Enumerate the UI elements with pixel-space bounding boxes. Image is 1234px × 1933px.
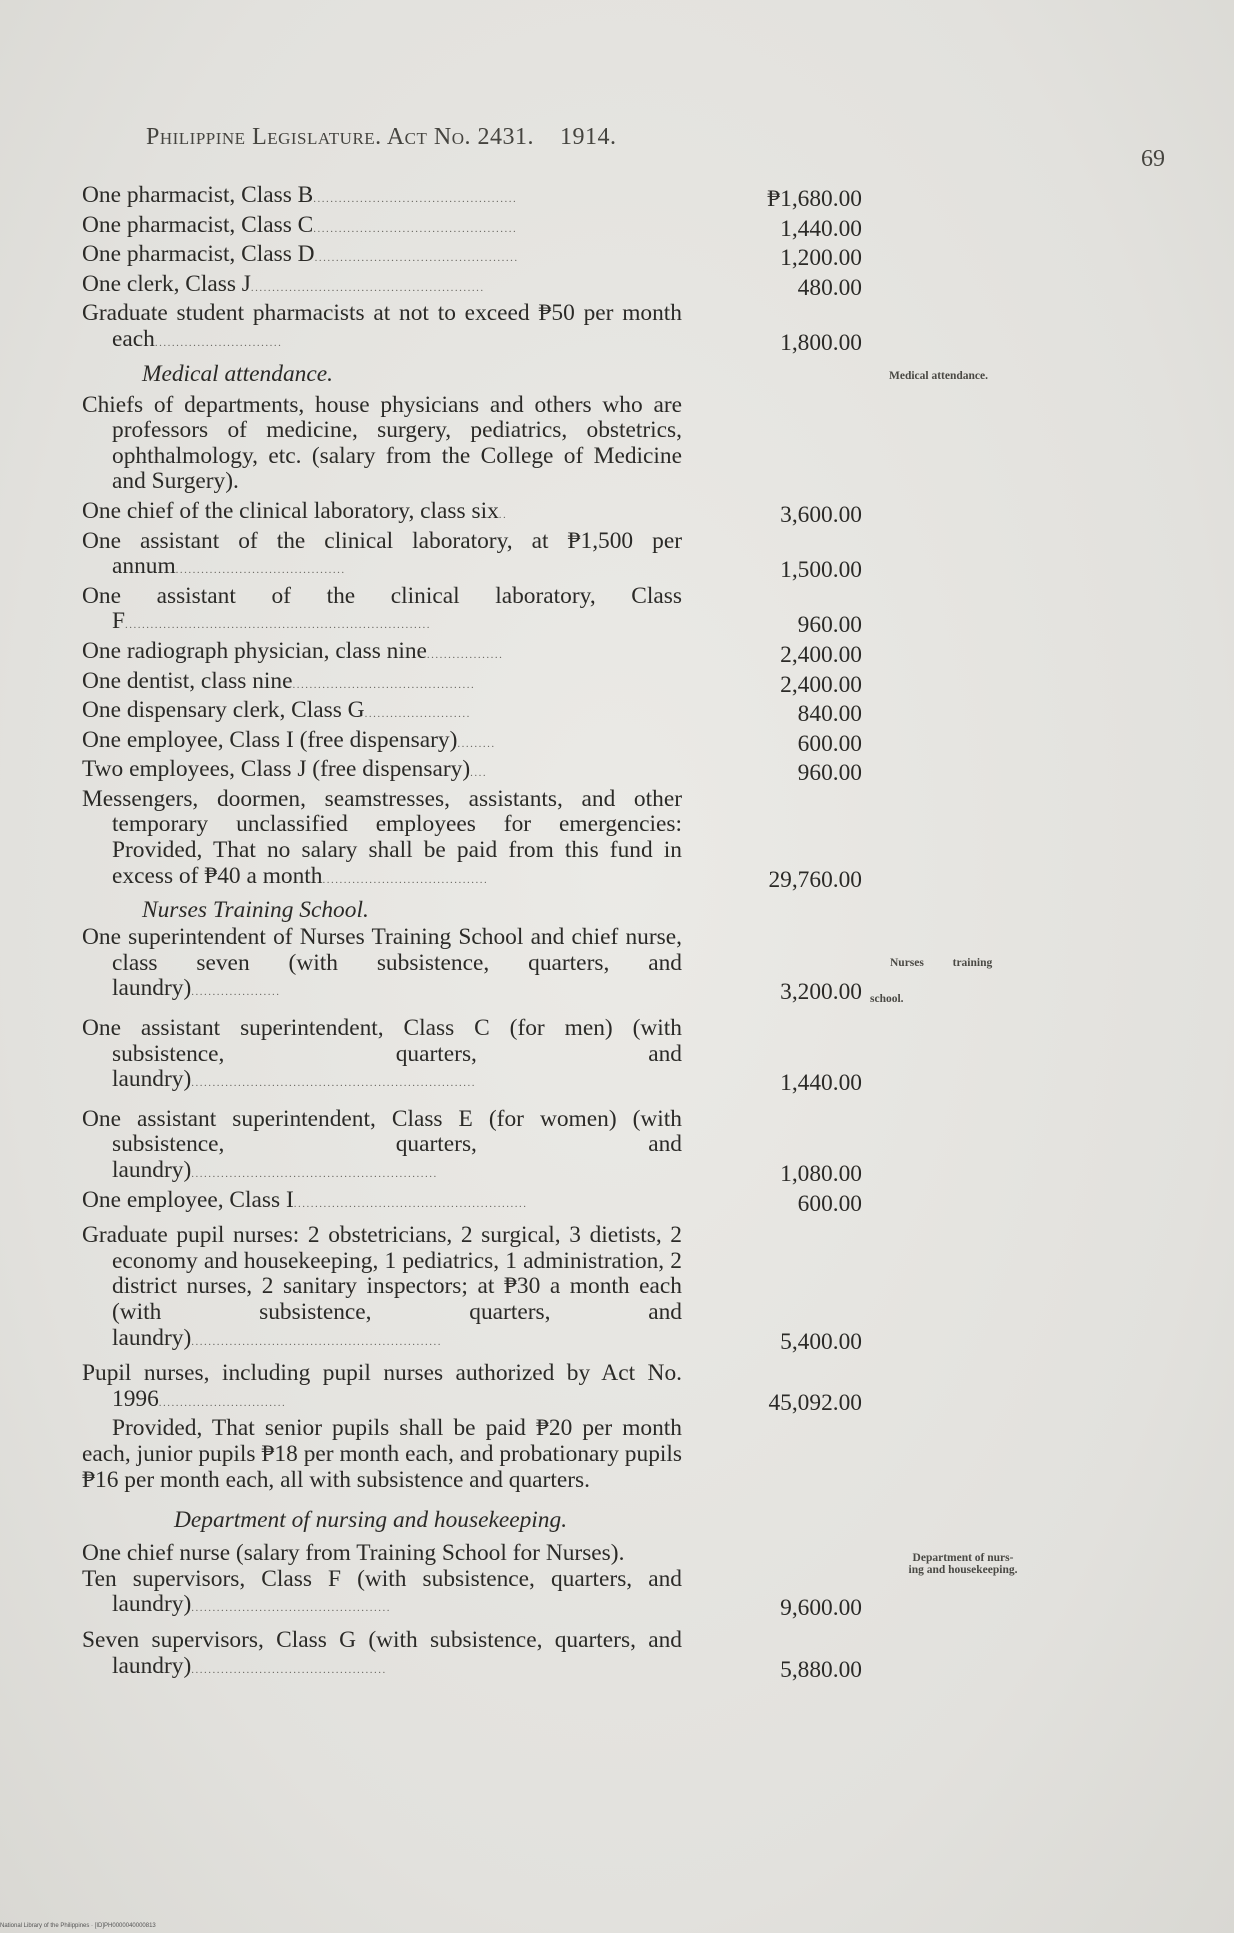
entry-description: One superintendent of Nurses Training School and chief nurse, class seven (with subsistence, quarters, and laundry) xyxy=(82,924,682,1002)
dot-leader: ..................... xyxy=(191,986,281,999)
section-heading-nurses: Nurses Training School. xyxy=(142,897,369,924)
entry-description: One dispensary clerk, Class G xyxy=(82,697,365,724)
dot-leader: ....................................................... xyxy=(250,281,485,294)
list-item xyxy=(82,669,862,699)
appropriation-list xyxy=(82,183,862,1683)
entry-description: One pharmacist, Class D xyxy=(82,241,315,268)
entry-description: One radiograph physician, class nine xyxy=(82,637,427,664)
dot-leader: ......... xyxy=(457,737,496,750)
list-item xyxy=(82,1541,862,1567)
dot-leader: ........................................................................ xyxy=(125,619,432,632)
entry-amount: 1,200.00 xyxy=(780,245,862,272)
entry-amount: 1,440.00 xyxy=(780,215,862,242)
dot-leader: ........................................... xyxy=(292,678,476,691)
dot-leader: .... xyxy=(470,767,488,780)
dot-leader: ....................................... xyxy=(322,873,489,886)
list-item xyxy=(82,529,862,584)
entry-description: Seven supervisors, Class G (with subsistence, quarters, and laundry) xyxy=(82,1626,682,1679)
entry-amount: 960.00 xyxy=(797,760,862,787)
entry-description: One employee, Class I (free dispensary) xyxy=(82,726,458,753)
entry-amount: 5,880.00 xyxy=(780,1656,862,1683)
section-heading-medical: Medical attendance. xyxy=(142,360,333,387)
dot-leader: ................................................ xyxy=(313,193,518,205)
entry-description: One chief nurse (salary from Training School for Nurses). xyxy=(82,1540,625,1567)
entry-description: One pharmacist, Class B xyxy=(82,182,314,208)
entry-description: Ten supervisors, Class F (with subsistence, quarters, and laundry) xyxy=(82,1565,682,1618)
dot-leader: .............................. xyxy=(158,1396,287,1409)
entry-amount: 2,400.00 xyxy=(780,641,862,668)
dot-leader: ................................................ xyxy=(314,252,519,265)
list-item xyxy=(82,639,862,669)
entry-description: One pharmacist, Class C xyxy=(82,211,314,238)
entry-description: One assistant of the clinical laboratory, Class F xyxy=(82,582,682,635)
entry-amount: 1,080.00 xyxy=(780,1161,862,1187)
list-item xyxy=(82,1016,862,1097)
list-item xyxy=(82,1628,862,1683)
dot-leader: ............................................... xyxy=(191,1602,391,1615)
entry-amount: 3,600.00 xyxy=(780,501,862,528)
entry-description: Pupil nurses, including pupil nurses authorized by Act No. 1996 xyxy=(82,1360,682,1412)
entry-amount: 1,800.00 xyxy=(780,329,862,356)
entry-description: Messengers, doormen, seamstresses, assistants, and other temporary unclassified employees for emergencies: Provided, That no salary shall be paid from this fund in excess of ₱40 a month xyxy=(82,785,682,889)
entry-amount: 2,400.00 xyxy=(780,671,862,698)
proviso-paragraph: Provided, That senior pupils shall be paid ₱20 per month each, junior pupils ₱18 per month each, and probationary pupils ₱16 per month each, all with subsistence and quarters. xyxy=(82,1415,682,1493)
page-number: 69 xyxy=(1141,146,1165,172)
entry-description: Chiefs of departments, house physicians and others who are professors of medicine, surgery, pediatrics, obstetrics, ophthalmology, etc. (salary from the College of Medicine and Surgery). xyxy=(82,391,682,495)
entry-amount: 9,600.00 xyxy=(780,1595,862,1622)
dot-leader: .. xyxy=(498,508,508,521)
section-heading-department: Department of nursing and housekeeping. xyxy=(174,1507,568,1534)
entry-amount: 5,400.00 xyxy=(780,1328,862,1355)
margin-note-department: Department of nurs- ing and housekeeping. xyxy=(908,1552,1018,1576)
entry-amount: 1,440.00 xyxy=(780,1070,862,1097)
list-item xyxy=(82,242,862,272)
list-item xyxy=(82,1107,862,1188)
list-item xyxy=(82,1361,862,1416)
list-item xyxy=(82,1567,862,1622)
list-item xyxy=(82,787,862,893)
entry-description: One assistant of the clinical laboratory, at ₱1,500 per annum xyxy=(82,527,682,580)
list-item xyxy=(82,183,862,213)
list-item xyxy=(82,1223,862,1355)
entry-description: One clerk, Class J xyxy=(82,270,251,297)
dot-leader: .................. xyxy=(426,648,504,661)
dot-leader: .............................. xyxy=(154,336,283,349)
dot-leader: ....................................................... xyxy=(293,1197,528,1210)
entry-amount: 840.00 xyxy=(797,701,862,728)
dot-leader: ........................................ xyxy=(175,564,346,577)
list-item xyxy=(82,728,862,758)
entry-description: Two employees, Class J (free dispensary) xyxy=(82,756,471,783)
entry-description: One chief of the clinical laboratory, class six xyxy=(82,497,499,524)
list-item xyxy=(82,698,862,728)
margin-note-nurses: Nurses training school. xyxy=(870,957,993,1005)
entry-description: Graduate student pharmacists at not to exceed ₱50 per month each xyxy=(82,300,682,352)
entry-amount: 600.00 xyxy=(797,730,862,757)
entry-amount: 29,760.00 xyxy=(768,866,862,893)
dot-leader: ................................................ xyxy=(313,222,518,235)
list-item xyxy=(82,1188,862,1218)
running-header xyxy=(146,124,617,151)
entry-amount: 45,092.00 xyxy=(768,1389,862,1416)
running-year: 1914. xyxy=(560,124,617,150)
scan-footer: National Library of the Philippines · [ID]PH0000040000813 xyxy=(0,1923,156,1929)
dot-leader: ......................... xyxy=(364,708,471,721)
entry-amount: 600.00 xyxy=(797,1190,862,1217)
entry-amount: ₱1,680.00 xyxy=(767,186,862,212)
running-title: Philippine Legislature. Act No. 2431. xyxy=(146,124,535,150)
entry-description: One dentist, class nine xyxy=(82,667,293,694)
dot-leader: .......................................................... xyxy=(191,1168,438,1180)
list-item xyxy=(82,499,862,529)
entry-description: One assistant superintendent, Class C (for men) (with subsistence, quarters, and laundry) xyxy=(82,1015,682,1093)
list-item xyxy=(82,213,862,243)
entry-amount: 3,200.00 xyxy=(780,979,862,1006)
entry-description: One employee, Class I xyxy=(82,1186,294,1213)
list-item xyxy=(82,301,862,356)
list-item xyxy=(82,584,862,639)
list-item xyxy=(82,393,862,495)
dot-leader: .............................................. xyxy=(191,1663,387,1676)
dot-leader: ................................................................... xyxy=(191,1077,476,1090)
list-item xyxy=(82,272,862,302)
list-item xyxy=(82,757,862,787)
dot-leader: ........................................................... xyxy=(191,1335,442,1348)
entry-description: One assistant superintendent, Class E (for women) (with subsistence, quarters, and laundry) xyxy=(82,1105,682,1183)
entry-amount: 480.00 xyxy=(797,274,862,301)
entry-description: Graduate pupil nurses: 2 obstetricians, 2 surgical, 3 dietists, 2 economy and housekeeping, 1 pediatrics, 1 administration, 2 district nurses, 2 sanitary inspectors; at ₱30 a month each (with subsistence, quarters, and laundry) xyxy=(82,1222,682,1351)
entry-amount: 960.00 xyxy=(797,612,862,639)
margin-note-medical: Medical attendance. xyxy=(889,370,989,382)
entry-amount: 1,500.00 xyxy=(780,557,862,584)
list-item xyxy=(82,925,862,1006)
